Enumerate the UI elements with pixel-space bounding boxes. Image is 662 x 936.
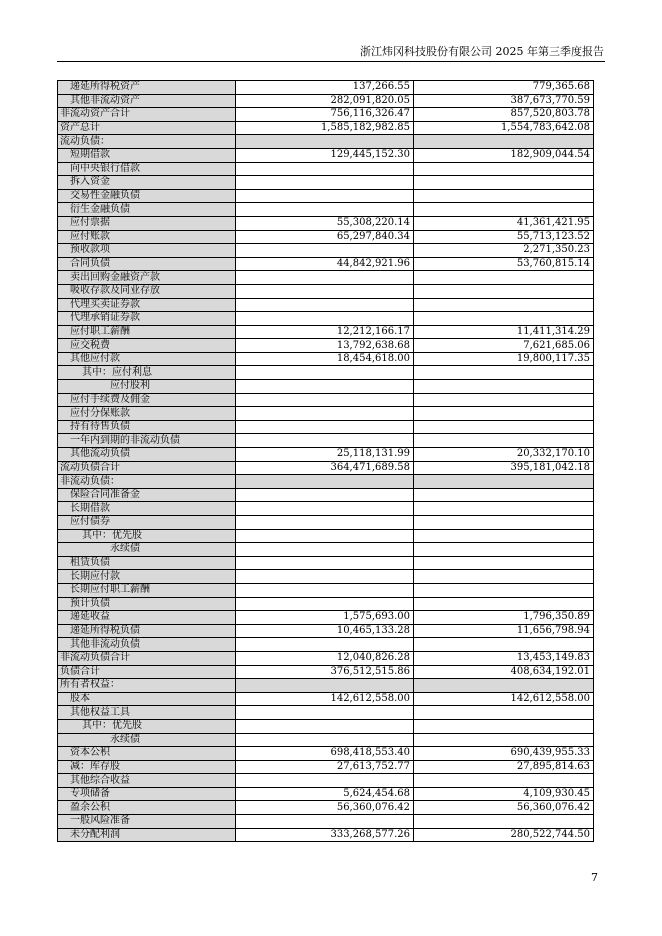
value-period-begin <box>414 556 594 570</box>
table-row <box>58 543 594 557</box>
value-period-begin: 1,554,783,642.08 <box>414 121 594 135</box>
row-label: 代理买卖证券款 <box>58 298 236 312</box>
table-row <box>58 203 594 217</box>
value-period-begin <box>414 380 594 394</box>
row-label: 应付职工薪酬 <box>58 325 236 339</box>
value-period-end: 65,297,840.34 <box>236 230 414 244</box>
value-period-end <box>236 774 414 788</box>
row-label: 负债合计 <box>58 665 236 679</box>
row-label: 递延收益 <box>58 611 236 625</box>
table-row <box>58 284 594 298</box>
table-row <box>58 502 594 516</box>
balance-sheet-body <box>58 81 594 842</box>
table-row <box>58 298 594 312</box>
table-row <box>58 162 594 176</box>
row-label: 股本 <box>58 692 236 706</box>
value-period-begin: 4,109,930.45 <box>414 787 594 801</box>
value-period-begin <box>414 583 594 597</box>
table-row <box>58 828 594 842</box>
row-label: 流动负债合计 <box>58 461 236 475</box>
table-row <box>58 135 594 149</box>
table-row <box>58 747 594 761</box>
row-label: 盈余公积 <box>58 801 236 815</box>
value-period-begin: 13,453,149.83 <box>414 651 594 665</box>
value-period-end <box>236 597 414 611</box>
value-period-begin: 11,411,314.29 <box>414 325 594 339</box>
table-row <box>58 570 594 584</box>
table-row <box>58 420 594 434</box>
table-row <box>58 216 594 230</box>
row-label: 应付债券 <box>58 516 236 530</box>
value-period-begin <box>414 135 594 149</box>
value-period-end <box>236 407 414 421</box>
table-row <box>58 692 594 706</box>
row-label: 应付账款 <box>58 230 236 244</box>
value-period-begin <box>414 570 594 584</box>
table-row <box>58 244 594 258</box>
value-period-begin: 857,520,803.78 <box>414 108 594 122</box>
row-label: 资产总计 <box>58 121 236 135</box>
value-period-begin: 19,800,117.35 <box>414 352 594 366</box>
row-label: 所有者权益： <box>58 679 236 693</box>
value-period-begin: 11,656,798.94 <box>414 624 594 638</box>
value-period-end <box>236 502 414 516</box>
value-period-end: 333,268,577.26 <box>236 828 414 842</box>
row-label: 非流动资产合计 <box>58 108 236 122</box>
row-label: 未分配利润 <box>58 828 236 842</box>
row-label: 资本公积 <box>58 747 236 761</box>
row-label: 其中：应付利息 <box>58 366 236 380</box>
row-label: 向中央银行借款 <box>58 162 236 176</box>
value-period-end <box>236 176 414 190</box>
value-period-end: 282,091,820.05 <box>236 94 414 108</box>
table-row <box>58 189 594 203</box>
value-period-end: 44,842,921.96 <box>236 257 414 271</box>
value-period-end <box>236 719 414 733</box>
table-row <box>58 434 594 448</box>
row-label: 长期借款 <box>58 502 236 516</box>
row-label: 长期应付职工薪酬 <box>58 583 236 597</box>
row-label: 吸收存款及同业存放 <box>58 284 236 298</box>
header-divider <box>57 61 605 62</box>
table-row <box>58 529 594 543</box>
value-period-end <box>236 475 414 489</box>
value-period-begin <box>414 407 594 421</box>
table-row <box>58 760 594 774</box>
value-period-begin <box>414 298 594 312</box>
table-row <box>58 597 594 611</box>
row-label: 其他非流动负债 <box>58 638 236 652</box>
value-period-begin: 779,365.68 <box>414 81 594 95</box>
table-row <box>58 230 594 244</box>
table-row <box>58 583 594 597</box>
table-row <box>58 665 594 679</box>
row-label: 预收款项 <box>58 244 236 258</box>
row-label: 保险合同准备金 <box>58 488 236 502</box>
value-period-begin: 1,796,350.89 <box>414 611 594 625</box>
value-period-begin <box>414 733 594 747</box>
value-period-end: 55,308,220.14 <box>236 216 414 230</box>
table-row <box>58 774 594 788</box>
value-period-begin: 182,909,044.54 <box>414 148 594 162</box>
value-period-end <box>236 393 414 407</box>
table-row <box>58 638 594 652</box>
value-period-begin: 395,181,042.18 <box>414 461 594 475</box>
table-row <box>58 475 594 489</box>
row-label: 其他综合收益 <box>58 774 236 788</box>
value-period-begin <box>414 203 594 217</box>
value-period-end: 364,471,689.58 <box>236 461 414 475</box>
row-label: 应付分保账款 <box>58 407 236 421</box>
row-label: 长期应付款 <box>58 570 236 584</box>
table-row <box>58 94 594 108</box>
value-period-end <box>236 298 414 312</box>
value-period-begin <box>414 774 594 788</box>
value-period-begin <box>414 189 594 203</box>
table-row <box>58 556 594 570</box>
value-period-end: 142,612,558.00 <box>236 692 414 706</box>
table-row <box>58 787 594 801</box>
value-period-end: 376,512,515.86 <box>236 665 414 679</box>
value-period-end: 5,624,454.68 <box>236 787 414 801</box>
value-period-end <box>236 638 414 652</box>
row-label: 应交税费 <box>58 339 236 353</box>
value-period-begin <box>414 162 594 176</box>
value-period-end <box>236 203 414 217</box>
row-label: 专项储备 <box>58 787 236 801</box>
row-label: 交易性金融负债 <box>58 189 236 203</box>
table-row <box>58 380 594 394</box>
value-period-begin: 41,361,421.95 <box>414 216 594 230</box>
table-row <box>58 108 594 122</box>
value-period-end: 12,212,166.17 <box>236 325 414 339</box>
value-period-end <box>236 284 414 298</box>
value-period-begin <box>414 434 594 448</box>
table-row <box>58 706 594 720</box>
value-period-begin <box>414 815 594 829</box>
table-row <box>58 488 594 502</box>
value-period-end <box>236 244 414 258</box>
value-period-end <box>236 312 414 326</box>
value-period-begin <box>414 719 594 733</box>
row-label: 一年内到期的非流动负债 <box>58 434 236 448</box>
value-period-end: 1,585,182,982.85 <box>236 121 414 135</box>
value-period-end <box>236 815 414 829</box>
value-period-end: 18,454,618.00 <box>236 352 414 366</box>
value-period-begin <box>414 516 594 530</box>
row-label: 非流动负债： <box>58 475 236 489</box>
value-period-end <box>236 706 414 720</box>
row-label: 应付股利 <box>58 380 236 394</box>
value-period-begin <box>414 420 594 434</box>
value-period-end <box>236 733 414 747</box>
value-period-end <box>236 380 414 394</box>
row-label: 其中：优先股 <box>58 529 236 543</box>
table-row <box>58 516 594 530</box>
table-row <box>58 733 594 747</box>
value-period-end <box>236 679 414 693</box>
value-period-begin <box>414 597 594 611</box>
table-row <box>58 81 594 95</box>
table-row <box>58 339 594 353</box>
row-label: 合同负债 <box>58 257 236 271</box>
table-row <box>58 366 594 380</box>
value-period-begin <box>414 638 594 652</box>
value-period-begin: 690,439,955.33 <box>414 747 594 761</box>
row-label: 衍生金融负债 <box>58 203 236 217</box>
value-period-end <box>236 420 414 434</box>
row-label: 其他应付款 <box>58 352 236 366</box>
value-period-end: 56,360,076.42 <box>236 801 414 815</box>
value-period-begin <box>414 393 594 407</box>
value-period-end: 12,040,826.28 <box>236 651 414 665</box>
value-period-begin: 408,634,192.01 <box>414 665 594 679</box>
value-period-begin <box>414 284 594 298</box>
table-row <box>58 312 594 326</box>
value-period-begin <box>414 271 594 285</box>
value-period-begin <box>414 543 594 557</box>
table-row <box>58 448 594 462</box>
balance-sheet-table <box>57 80 594 842</box>
value-period-begin <box>414 679 594 693</box>
value-period-end: 27,613,752.77 <box>236 760 414 774</box>
row-label: 持有待售负债 <box>58 420 236 434</box>
row-label: 永续债 <box>58 733 236 747</box>
table-row <box>58 148 594 162</box>
value-period-end <box>236 556 414 570</box>
value-period-end: 137,266.55 <box>236 81 414 95</box>
page-number: 7 <box>591 871 598 884</box>
table-row <box>58 257 594 271</box>
row-label: 递延所得税资产 <box>58 81 236 95</box>
row-label: 拆入资金 <box>58 176 236 190</box>
row-label: 流动负债： <box>58 135 236 149</box>
value-period-begin: 27,895,814.63 <box>414 760 594 774</box>
value-period-end <box>236 189 414 203</box>
value-period-begin: 53,760,815.14 <box>414 257 594 271</box>
row-label: 减：库存股 <box>58 760 236 774</box>
value-period-end <box>236 516 414 530</box>
value-period-end: 13,792,638.68 <box>236 339 414 353</box>
table-row <box>58 719 594 733</box>
row-label: 一般风险准备 <box>58 815 236 829</box>
value-period-end: 129,445,152.30 <box>236 148 414 162</box>
table-row <box>58 815 594 829</box>
report-header-title: 浙江炜冈科技股份有限公司 2025 年第三季度报告 <box>360 45 604 58</box>
value-period-begin <box>414 488 594 502</box>
row-label: 应付手续费及佣金 <box>58 393 236 407</box>
value-period-begin <box>414 176 594 190</box>
row-label: 其他非流动资产 <box>58 94 236 108</box>
value-period-end <box>236 488 414 502</box>
row-label: 租赁负债 <box>58 556 236 570</box>
table-row <box>58 461 594 475</box>
value-period-begin: 387,673,770.59 <box>414 94 594 108</box>
value-period-begin <box>414 706 594 720</box>
value-period-end: 10,465,133.28 <box>236 624 414 638</box>
value-period-end <box>236 583 414 597</box>
table-row <box>58 393 594 407</box>
row-label: 短期借款 <box>58 148 236 162</box>
value-period-begin: 2,271,350.23 <box>414 244 594 258</box>
table-row <box>58 624 594 638</box>
row-label: 应付票据 <box>58 216 236 230</box>
value-period-end <box>236 162 414 176</box>
value-period-end: 25,118,131.99 <box>236 448 414 462</box>
table-row <box>58 176 594 190</box>
row-label: 其他权益工具 <box>58 706 236 720</box>
row-label: 永续债 <box>58 543 236 557</box>
row-label: 其中：优先股 <box>58 719 236 733</box>
table-row <box>58 121 594 135</box>
value-period-end <box>236 570 414 584</box>
table-row <box>58 352 594 366</box>
value-period-begin: 7,621,685.06 <box>414 339 594 353</box>
value-period-end <box>236 434 414 448</box>
value-period-end <box>236 271 414 285</box>
row-label: 卖出回购金融资产款 <box>58 271 236 285</box>
value-period-end <box>236 529 414 543</box>
row-label: 代理承销证券款 <box>58 312 236 326</box>
value-period-begin: 142,612,558.00 <box>414 692 594 706</box>
table-row <box>58 407 594 421</box>
value-period-begin <box>414 502 594 516</box>
value-period-end <box>236 135 414 149</box>
value-period-begin: 280,522,744.50 <box>414 828 594 842</box>
value-period-end <box>236 366 414 380</box>
value-period-begin <box>414 366 594 380</box>
value-period-begin <box>414 475 594 489</box>
value-period-end <box>236 543 414 557</box>
value-period-begin: 55,713,123.52 <box>414 230 594 244</box>
value-period-end: 1,575,693.00 <box>236 611 414 625</box>
row-label: 递延所得税负债 <box>58 624 236 638</box>
table-row <box>58 611 594 625</box>
value-period-begin: 56,360,076.42 <box>414 801 594 815</box>
row-label: 其他流动负债 <box>58 448 236 462</box>
value-period-end: 698,418,553.40 <box>236 747 414 761</box>
value-period-begin <box>414 529 594 543</box>
row-label: 非流动负债合计 <box>58 651 236 665</box>
value-period-end: 756,116,326.47 <box>236 108 414 122</box>
table-row <box>58 801 594 815</box>
table-row <box>58 651 594 665</box>
table-row <box>58 325 594 339</box>
table-row <box>58 679 594 693</box>
table-row <box>58 271 594 285</box>
value-period-begin <box>414 312 594 326</box>
value-period-begin: 20,332,170.10 <box>414 448 594 462</box>
row-label: 预计负债 <box>58 597 236 611</box>
